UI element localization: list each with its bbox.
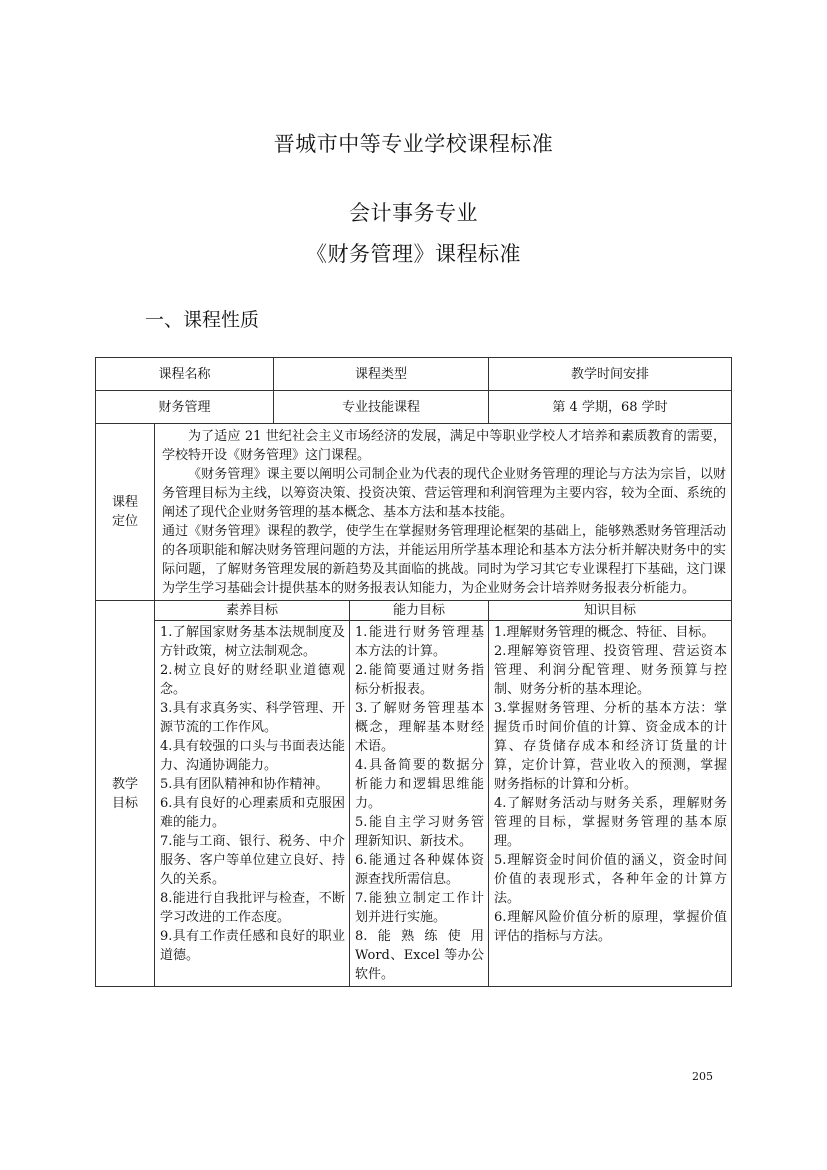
list-item: 2.理解筹资管理、投资管理、营运资本管理、利润分配管理、财务预算与控制、财务分析的基本理论。 [494, 644, 728, 697]
list-item: 4.具有较强的口头与书面表达能力、沟通协调能力。 [160, 739, 346, 773]
goal-header-row [96, 601, 732, 621]
goal-content-row [96, 621, 732, 987]
value-course-name: 财务管理 [96, 391, 274, 424]
list-item: 3.掌握财务管理、分析的基本方法：掌握货币时间价值的计算、资金成本的计算、存货储存成本和经济订货量的计算，定价计算，营业收入的预测，掌握财务指标的计算和分析。 [494, 701, 728, 792]
positioning-paragraph: 通过《财务管理》课程的教学，使学生在掌握财务管理理论框架的基础上，能够熟悉财务管理活动的各项职能和解决财务管理问题的方法，并能运用所学基本理论和基本方法分析并解决财务中的实际问题，了解财务管理发展的新趋势及其面临的挑战。同时为学习其它专业课程打下基础，这门课为学生学习基础会计提供基本的财务报表认知能力，为企业财务会计培养财务报表分析能力。 [162, 524, 727, 596]
list-item: 3.具有求真务实、科学管理、开源节流的工作作风。 [160, 701, 346, 735]
value-schedule: 第 4 学期，68 学时 [489, 391, 732, 424]
header-course-type: 课程类型 [274, 358, 489, 391]
list-item: 7.能与工商、银行、税务、中介服务、客户等单位建立良好、持久的关系。 [160, 834, 346, 887]
page-number: 205 [692, 1070, 713, 1083]
school-title: 晋城市中等专业学校课程标准 [273, 132, 554, 156]
positioning-paragraph: 《财务管理》课主要以阐明公司制企业为代表的现代企业财务管理的理论与方法为宗旨，以财务管理目标为主线，以筹资决策、投资决策、营运管理和利润管理为主要内容，较为全面、系统的阐述了现代企业财务管理的基本概念、基本方法和基本技能。 [162, 467, 727, 520]
list-item: 5.具有团队精神和协作精神。 [160, 777, 329, 792]
positioning-content [155, 424, 732, 601]
list-item: 6.理解风险价值分析的原理，掌握价值评估的指标与方法。 [494, 910, 728, 944]
list-item: 1.能进行财务管理基本方法的计算。 [355, 625, 485, 659]
value-course-type: 专业技能课程 [274, 391, 489, 424]
section-heading-course-nature: 一、课程性质 [145, 309, 260, 331]
list-item: 9.具有工作责任感和良好的职业道德。 [160, 929, 346, 963]
course-standard-table [95, 357, 732, 987]
knowledge-goals-list [489, 621, 732, 987]
positioning-paragraph: 为了适应 21 世纪社会主义市场经济的发展，满足中等职业学校人才培养和素质教育的需要，学校特开设《财务管理》这门课程。 [162, 429, 727, 463]
ability-goals-list [350, 621, 489, 987]
list-item: 6.具有良好的心理素质和克服困难的能力。 [160, 796, 346, 830]
list-item: 6.能通过各种媒体资源查找所需信息。 [355, 853, 485, 887]
list-item: 8.能进行自我批评与检查，不断学习改进的工作态度。 [160, 891, 346, 925]
list-item: 4.了解财务活动与财务关系，理解财务管理的目标，掌握财务管理的基本原理。 [494, 796, 728, 849]
header-course-name: 课程名称 [96, 358, 274, 391]
list-item: 4.具备简要的数据分析能力和逻辑思维能力。 [355, 758, 485, 811]
list-item: 5.能自主学习财务管理新知识、新技术。 [355, 815, 485, 849]
list-item: 5.理解资金时间价值的涵义，资金时间价值的表现形式，各种年金的计算方法。 [494, 853, 728, 906]
positioning-row [96, 424, 732, 601]
positioning-label: 课程 定位 [96, 424, 155, 601]
header-row [96, 358, 732, 391]
goals-label: 教学 目标 [96, 601, 155, 987]
list-item: 7.能独立制定工作计划并进行实施。 [355, 891, 485, 925]
list-item: 2.树立良好的财经职业道德观念。 [160, 663, 346, 697]
list-item: 2.能简要通过财务指标分析报表。 [355, 663, 485, 697]
list-item: 1.了解国家财务基本法规制度及方针政策，树立法制观念。 [160, 625, 346, 659]
quality-goals-list [155, 621, 350, 987]
goal-header-knowledge: 知识目标 [489, 601, 732, 621]
list-item: 8.能熟练使用 Word、Excel 等办公软件。 [355, 929, 485, 982]
header-schedule: 教学时间安排 [489, 358, 732, 391]
goal-header-quality: 素养目标 [155, 601, 350, 621]
major-title: 会计事务专业 [349, 201, 478, 225]
goal-header-ability: 能力目标 [350, 601, 489, 621]
list-item: 1.理解财务管理的概念、特征、目标。 [494, 625, 715, 640]
list-item: 3.了解财务管理基本概念，理解基本财经术语。 [355, 701, 485, 754]
course-title: 《财务管理》课程标准 [306, 242, 521, 266]
value-row [96, 391, 732, 424]
